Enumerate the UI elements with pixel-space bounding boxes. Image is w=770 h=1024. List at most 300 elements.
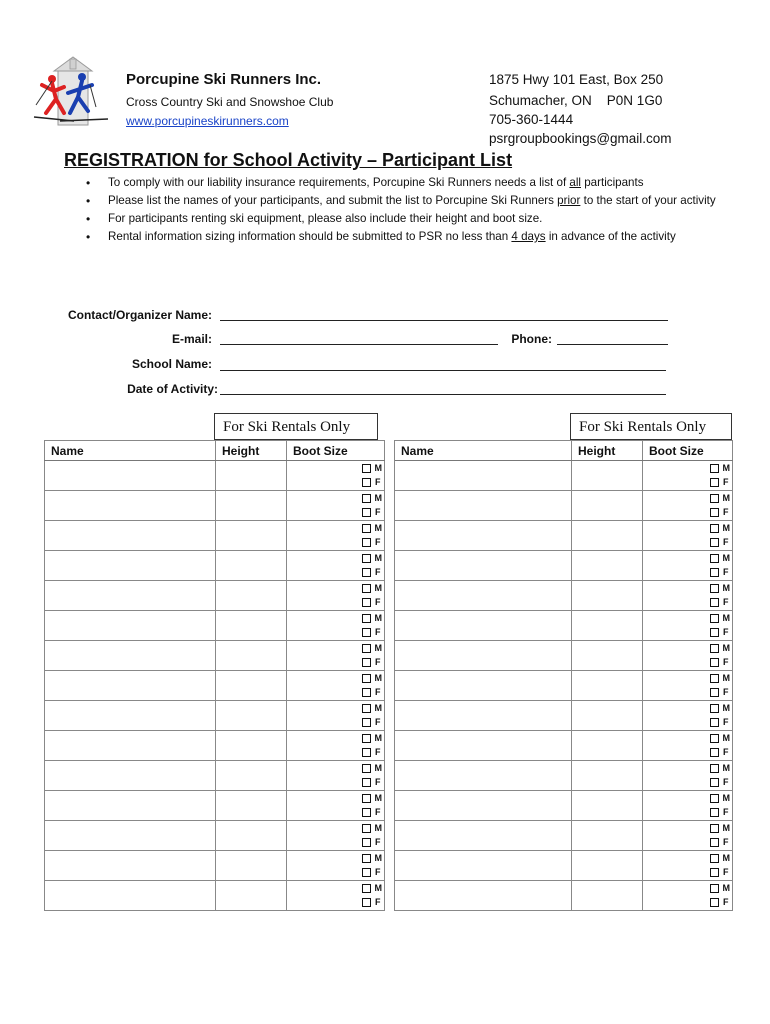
boot-size-cell-left[interactable]	[287, 821, 385, 851]
column-gap	[385, 521, 395, 551]
boot-size-cell-left[interactable]	[287, 551, 385, 581]
female-checkbox[interactable]	[362, 538, 371, 547]
male-checkbox[interactable]	[362, 854, 371, 863]
male-checkbox[interactable]	[362, 524, 371, 533]
name-cell-left[interactable]	[45, 851, 216, 881]
name-cell-right[interactable]	[395, 701, 572, 731]
female-label: F	[375, 777, 381, 787]
height-cell-left[interactable]	[216, 731, 287, 761]
female-checkbox[interactable]	[362, 688, 371, 697]
female-label: F	[375, 537, 381, 547]
contact-label: Contact/Organizer Name:	[67, 308, 212, 322]
boot-size-cell-right[interactable]	[643, 761, 733, 791]
gender-options	[710, 731, 730, 759]
gender-options	[710, 641, 730, 669]
gender-options	[710, 791, 730, 819]
height-cell-right[interactable]	[572, 551, 643, 581]
height-cell-right[interactable]	[572, 881, 643, 911]
male-checkbox[interactable]	[710, 824, 719, 833]
table-row	[45, 881, 733, 911]
gender-options	[362, 881, 382, 909]
school-label: School Name:	[131, 357, 212, 371]
boot-size-cell-left[interactable]	[287, 491, 385, 521]
table-row	[45, 821, 733, 851]
column-gap	[385, 851, 395, 881]
height-cell-left[interactable]	[216, 761, 287, 791]
height-cell-left[interactable]	[216, 491, 287, 521]
female-label: F	[723, 897, 729, 907]
email-label: E-mail:	[171, 332, 212, 346]
female-checkbox[interactable]	[362, 508, 371, 517]
female-label: F	[723, 807, 729, 817]
col-name-right: Name	[395, 441, 572, 461]
female-checkbox[interactable]	[362, 868, 371, 877]
female-checkbox[interactable]	[710, 898, 719, 907]
male-checkbox[interactable]	[362, 494, 371, 503]
height-cell-right[interactable]	[572, 701, 643, 731]
website-link[interactable]: www.porcupineskirunners.com	[126, 114, 289, 128]
boot-size-cell-right[interactable]	[643, 731, 733, 761]
female-label: F	[375, 747, 381, 757]
male-checkbox[interactable]	[362, 794, 371, 803]
name-cell-right[interactable]	[395, 881, 572, 911]
table-header	[45, 441, 733, 461]
school-field[interactable]	[220, 370, 666, 371]
org-email: psrgroupbookings@gmail.com	[489, 131, 672, 146]
club-logo	[30, 55, 114, 133]
female-checkbox[interactable]	[710, 568, 719, 577]
name-cell-right[interactable]	[395, 551, 572, 581]
boot-size-cell-right[interactable]	[643, 611, 733, 641]
instruction-item: • To comply with our liability insurance requirements, Porcupine Ski Runners needs a list of all participants	[82, 174, 722, 192]
male-checkbox[interactable]	[710, 554, 719, 563]
column-gap	[385, 791, 395, 821]
height-cell-right[interactable]	[572, 671, 643, 701]
male-label: M	[374, 673, 382, 683]
table-row	[45, 701, 733, 731]
female-label: F	[375, 567, 381, 577]
org-name: Porcupine Ski Runners Inc.	[126, 71, 322, 88]
table-row	[45, 611, 733, 641]
female-label: F	[375, 807, 381, 817]
contact-field[interactable]	[220, 320, 668, 321]
gender-options	[362, 521, 382, 549]
female-checkbox[interactable]	[362, 718, 371, 727]
male-label: M	[722, 643, 730, 653]
boot-size-cell-left[interactable]	[287, 851, 385, 881]
name-cell-right[interactable]	[395, 641, 572, 671]
female-checkbox[interactable]	[710, 838, 719, 847]
height-cell-left[interactable]	[216, 641, 287, 671]
page-title: REGISTRATION for School Activity – Participant List	[64, 150, 513, 170]
height-cell-right[interactable]	[572, 611, 643, 641]
height-cell-left[interactable]	[216, 611, 287, 641]
boot-size-cell-right[interactable]	[643, 521, 733, 551]
male-label: M	[722, 493, 730, 503]
name-cell-left[interactable]	[45, 581, 216, 611]
boot-size-cell-left[interactable]	[287, 731, 385, 761]
column-gap	[385, 611, 395, 641]
female-checkbox[interactable]	[362, 808, 371, 817]
gender-options	[710, 521, 730, 549]
column-gap	[385, 821, 395, 851]
male-label: M	[722, 703, 730, 713]
male-label: M	[374, 733, 382, 743]
col-height-right: Height	[572, 441, 643, 461]
name-cell-left[interactable]	[45, 551, 216, 581]
male-checkbox[interactable]	[710, 644, 719, 653]
male-label: M	[374, 793, 382, 803]
date-field[interactable]	[220, 394, 666, 395]
boot-size-cell-left[interactable]	[287, 761, 385, 791]
male-checkbox[interactable]	[362, 554, 371, 563]
male-label: M	[374, 643, 382, 653]
date-label: Date of Activity:	[127, 382, 218, 396]
name-cell-left[interactable]	[45, 611, 216, 641]
boot-size-cell-right[interactable]	[643, 881, 733, 911]
male-checkbox[interactable]	[710, 854, 719, 863]
female-checkbox[interactable]	[710, 778, 719, 787]
female-label: F	[723, 687, 729, 697]
male-label: M	[722, 793, 730, 803]
table-row	[45, 851, 733, 881]
boot-size-cell-right[interactable]	[643, 641, 733, 671]
gender-options	[710, 491, 730, 519]
height-cell-left[interactable]	[216, 701, 287, 731]
male-label: M	[722, 823, 730, 833]
female-label: F	[723, 537, 729, 547]
male-label: M	[374, 763, 382, 773]
male-checkbox[interactable]	[362, 884, 371, 893]
female-label: F	[723, 837, 729, 847]
male-label: M	[374, 883, 382, 893]
boot-size-cell-left[interactable]	[287, 641, 385, 671]
boot-size-cell-left[interactable]	[287, 581, 385, 611]
boot-size-cell-left[interactable]	[287, 521, 385, 551]
instruction-item: • Rental information sizing information should be submitted to PSR no less than 4 days in advance of the activity	[82, 228, 722, 246]
male-label: M	[722, 553, 730, 563]
column-gap	[385, 731, 395, 761]
column-gap	[385, 491, 395, 521]
female-label: F	[723, 477, 729, 487]
boot-size-cell-right[interactable]	[643, 671, 733, 701]
male-label: M	[374, 553, 382, 563]
gender-options	[710, 851, 730, 879]
col-name-left: Name	[45, 441, 216, 461]
male-label: M	[722, 763, 730, 773]
height-cell-right[interactable]	[572, 821, 643, 851]
male-checkbox[interactable]	[362, 614, 371, 623]
gender-options	[710, 701, 730, 729]
male-checkbox[interactable]	[710, 584, 719, 593]
height-cell-right[interactable]	[572, 491, 643, 521]
gender-options	[362, 581, 382, 609]
name-cell-right[interactable]	[395, 461, 572, 491]
male-checkbox[interactable]	[362, 674, 371, 683]
female-label: F	[375, 657, 381, 667]
male-label: M	[374, 463, 382, 473]
table-row	[45, 761, 733, 791]
name-cell-left[interactable]	[45, 761, 216, 791]
male-label: M	[374, 853, 382, 863]
gender-options	[362, 491, 382, 519]
male-checkbox[interactable]	[710, 464, 719, 473]
male-label: M	[722, 463, 730, 473]
female-checkbox[interactable]	[710, 748, 719, 757]
gender-options	[710, 821, 730, 849]
male-checkbox[interactable]	[362, 644, 371, 653]
height-cell-left[interactable]	[216, 791, 287, 821]
column-gap	[385, 881, 395, 911]
female-checkbox[interactable]	[362, 478, 371, 487]
instruction-item: • For participants renting ski equipment, please also include their height and boot size.	[82, 210, 722, 228]
female-checkbox[interactable]	[710, 808, 719, 817]
male-checkbox[interactable]	[362, 584, 371, 593]
boot-size-cell-right[interactable]	[643, 851, 733, 881]
height-cell-right[interactable]	[572, 641, 643, 671]
female-label: F	[375, 897, 381, 907]
name-cell-right[interactable]	[395, 521, 572, 551]
boot-size-cell-left[interactable]	[287, 611, 385, 641]
female-label: F	[723, 507, 729, 517]
name-cell-left[interactable]	[45, 641, 216, 671]
male-checkbox[interactable]	[710, 524, 719, 533]
female-label: F	[723, 747, 729, 757]
name-cell-right[interactable]	[395, 761, 572, 791]
ski-rentals-label-left: For Ski Rentals Only	[214, 413, 378, 440]
gender-options	[710, 671, 730, 699]
female-label: F	[375, 717, 381, 727]
height-cell-right[interactable]	[572, 791, 643, 821]
table-row	[45, 581, 733, 611]
female-checkbox[interactable]	[710, 538, 719, 547]
name-cell-left[interactable]	[45, 881, 216, 911]
female-label: F	[375, 477, 381, 487]
org-subtitle: Cross Country Ski and Snowshoe Club	[126, 95, 334, 109]
female-checkbox[interactable]	[710, 628, 719, 637]
female-label: F	[723, 597, 729, 607]
boot-size-cell-left[interactable]	[287, 701, 385, 731]
male-label: M	[722, 853, 730, 863]
female-checkbox[interactable]	[710, 688, 719, 697]
gender-options	[362, 611, 382, 639]
gender-options	[362, 461, 382, 489]
name-cell-right[interactable]	[395, 611, 572, 641]
gender-options	[362, 791, 382, 819]
male-checkbox[interactable]	[710, 734, 719, 743]
name-cell-left[interactable]	[45, 521, 216, 551]
male-checkbox[interactable]	[362, 464, 371, 473]
address-line-1: 1875 Hwy 101 East, Box 250	[489, 72, 664, 87]
name-cell-left[interactable]	[45, 491, 216, 521]
name-cell-right[interactable]	[395, 671, 572, 701]
boot-size-cell-left[interactable]	[287, 791, 385, 821]
male-checkbox[interactable]	[710, 614, 719, 623]
boot-size-cell-right[interactable]	[643, 821, 733, 851]
male-label: M	[722, 613, 730, 623]
male-label: M	[722, 523, 730, 533]
height-cell-left[interactable]	[216, 581, 287, 611]
male-checkbox[interactable]	[362, 734, 371, 743]
name-cell-left[interactable]	[45, 821, 216, 851]
height-cell-left[interactable]	[216, 851, 287, 881]
boot-size-cell-left[interactable]	[287, 881, 385, 911]
table-row	[45, 461, 733, 491]
name-cell-right[interactable]	[395, 821, 572, 851]
table-row	[45, 491, 733, 521]
name-cell-left[interactable]	[45, 791, 216, 821]
male-checkbox[interactable]	[710, 674, 719, 683]
female-checkbox[interactable]	[710, 868, 719, 877]
female-label: F	[723, 867, 729, 877]
name-cell-right[interactable]	[395, 731, 572, 761]
male-checkbox[interactable]	[710, 884, 719, 893]
gender-options	[710, 881, 730, 909]
height-cell-left[interactable]	[216, 671, 287, 701]
female-checkbox[interactable]	[362, 628, 371, 637]
boot-size-cell-right[interactable]	[643, 551, 733, 581]
boot-size-cell-right[interactable]	[643, 491, 733, 521]
female-checkbox[interactable]	[362, 598, 371, 607]
gender-options	[362, 641, 382, 669]
male-checkbox[interactable]	[710, 704, 719, 713]
female-label: F	[375, 837, 381, 847]
height-cell-right[interactable]	[572, 731, 643, 761]
female-checkbox[interactable]	[710, 658, 719, 667]
name-cell-left[interactable]	[45, 731, 216, 761]
female-label: F	[723, 567, 729, 577]
height-cell-left[interactable]	[216, 521, 287, 551]
male-label: M	[374, 583, 382, 593]
male-checkbox[interactable]	[362, 764, 371, 773]
female-checkbox[interactable]	[710, 478, 719, 487]
male-label: M	[722, 883, 730, 893]
female-checkbox[interactable]	[362, 658, 371, 667]
gender-options	[710, 611, 730, 639]
name-cell-left[interactable]	[45, 671, 216, 701]
table-row	[45, 791, 733, 821]
boot-size-cell-right[interactable]	[643, 791, 733, 821]
female-label: F	[723, 717, 729, 727]
female-checkbox[interactable]	[710, 508, 719, 517]
boot-size-cell-left[interactable]	[287, 671, 385, 701]
name-cell-right[interactable]	[395, 491, 572, 521]
name-cell-right[interactable]	[395, 581, 572, 611]
column-gap	[385, 551, 395, 581]
height-cell-right[interactable]	[572, 461, 643, 491]
male-label: M	[722, 733, 730, 743]
male-label: M	[722, 583, 730, 593]
org-phone: 705-360-1444	[489, 112, 574, 127]
column-gap	[385, 581, 395, 611]
male-checkbox[interactable]	[710, 794, 719, 803]
col-boot-right: Boot Size	[643, 441, 733, 461]
ski-rentals-label-right: For Ski Rentals Only	[570, 413, 732, 440]
column-gap	[385, 701, 395, 731]
male-checkbox[interactable]	[362, 704, 371, 713]
female-checkbox[interactable]	[362, 748, 371, 757]
column-gap	[385, 441, 395, 461]
male-label: M	[374, 613, 382, 623]
height-cell-right[interactable]	[572, 581, 643, 611]
height-cell-right[interactable]	[572, 521, 643, 551]
boot-size-cell-right[interactable]	[643, 581, 733, 611]
gender-options	[710, 551, 730, 579]
height-cell-right[interactable]	[572, 851, 643, 881]
height-cell-left[interactable]	[216, 461, 287, 491]
male-label: M	[374, 823, 382, 833]
female-checkbox[interactable]	[710, 718, 719, 727]
female-label: F	[375, 507, 381, 517]
gender-options	[362, 701, 382, 729]
name-cell-left[interactable]	[45, 461, 216, 491]
female-checkbox[interactable]	[362, 898, 371, 907]
table-row	[45, 731, 733, 761]
height-cell-left[interactable]	[216, 881, 287, 911]
female-label: F	[375, 867, 381, 877]
gender-options	[362, 761, 382, 789]
gender-options	[362, 731, 382, 759]
female-label: F	[723, 657, 729, 667]
column-gap	[385, 641, 395, 671]
column-gap	[385, 671, 395, 701]
male-label: M	[374, 523, 382, 533]
female-label: F	[723, 627, 729, 637]
boot-size-cell-left[interactable]	[287, 461, 385, 491]
phone-field[interactable]	[557, 344, 668, 345]
female-label: F	[375, 627, 381, 637]
female-checkbox[interactable]	[362, 568, 371, 577]
name-cell-right[interactable]	[395, 791, 572, 821]
gender-options	[710, 461, 730, 489]
male-label: M	[722, 673, 730, 683]
col-height-left: Height	[216, 441, 287, 461]
female-checkbox[interactable]	[710, 598, 719, 607]
gender-options	[710, 761, 730, 789]
table-row	[45, 551, 733, 581]
male-checkbox[interactable]	[362, 824, 371, 833]
email-field[interactable]	[220, 344, 498, 345]
table-row	[45, 521, 733, 551]
gender-options	[362, 671, 382, 699]
name-cell-left[interactable]	[45, 701, 216, 731]
phone-label: Phone:	[511, 332, 552, 346]
gender-options	[362, 851, 382, 879]
female-checkbox[interactable]	[362, 838, 371, 847]
gender-options	[710, 581, 730, 609]
instructions-list	[82, 174, 722, 246]
boot-size-cell-right[interactable]	[643, 461, 733, 491]
gender-options	[362, 821, 382, 849]
male-checkbox[interactable]	[710, 494, 719, 503]
height-cell-left[interactable]	[216, 821, 287, 851]
column-gap	[385, 761, 395, 791]
name-cell-right[interactable]	[395, 851, 572, 881]
table-row	[45, 671, 733, 701]
gender-options	[362, 551, 382, 579]
female-label: F	[375, 597, 381, 607]
address-line-2: Schumacher, ON P0N 1G0	[489, 93, 663, 108]
height-cell-left[interactable]	[216, 551, 287, 581]
male-label: M	[374, 703, 382, 713]
female-checkbox[interactable]	[362, 778, 371, 787]
participant-table	[44, 440, 733, 911]
table-row	[45, 641, 733, 671]
male-checkbox[interactable]	[710, 764, 719, 773]
height-cell-right[interactable]	[572, 761, 643, 791]
male-label: M	[374, 493, 382, 503]
boot-size-cell-right[interactable]	[643, 701, 733, 731]
